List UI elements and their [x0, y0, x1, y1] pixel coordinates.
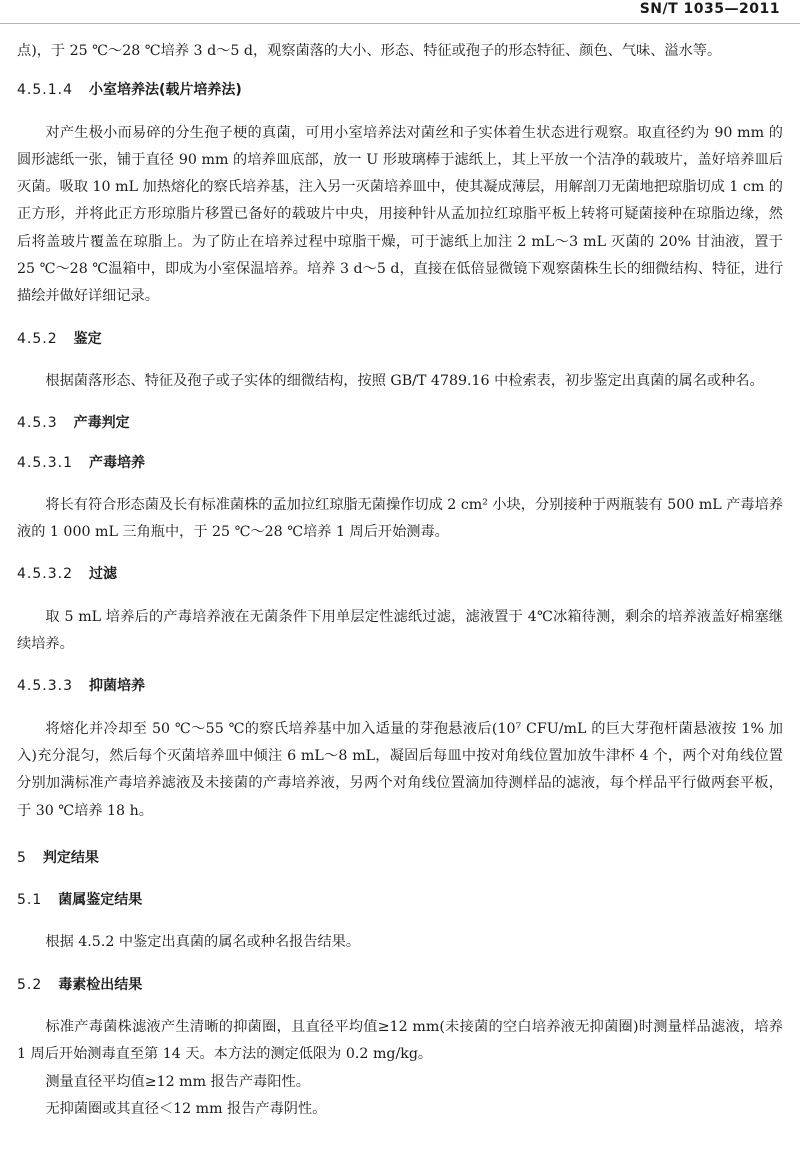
heading-title: 小室培养法(载片培养法) [88, 82, 242, 99]
heading-number: 5.2 [17, 976, 43, 993]
heading-number: 4.5.3.3 [17, 678, 73, 695]
heading-number: 5 [17, 849, 27, 866]
heading-5-1 [17, 887, 783, 914]
heading-5 [17, 845, 783, 872]
paragraph-5-1: 根据 4.5.2 中鉴定出真菌的属名或种名报告结果。 [45, 934, 361, 951]
heading-4-5-3 [17, 410, 783, 437]
paragraph-5-2-negative: 无抑菌圈或其直径＜12 mm 报告产毒阴性。 [45, 1100, 327, 1117]
heading-number: 4.5.3 [17, 415, 58, 432]
heading-number: 4.5.3.2 [17, 566, 73, 583]
paragraph-5-2-positive: 测量直径平均值≥12 mm 报告产毒阳性。 [45, 1073, 310, 1090]
heading-5-2 [17, 972, 783, 999]
heading-title: 产毒判定 [73, 415, 130, 432]
heading-number: 4.5.3.1 [17, 454, 73, 471]
heading-4-5-1-4 [17, 77, 783, 104]
heading-4-5-2 [17, 326, 783, 353]
carryover-paragraph: 点)，于 25 ℃～28 ℃培养 3 d～5 d，观察菌落的大小、形态、特征或孢子的形态特征、颜色、气味、溢水等。 [17, 43, 722, 59]
paragraph-5-2: 标准产毒菌株滤液产生清晰的抑菌圈，且直径平均值≥12 mm(未接菌的空白培养液无抑菌圈)时测量样品滤液，培养 1 周后开始测毒直至第 14 天。本方法的测定低限为 0.2 mg/kg。 [17, 1019, 783, 1063]
heading-title: 过滤 [88, 566, 117, 583]
heading-4-5-3-1 [17, 450, 783, 477]
paragraph-4-5-1-4: 对产生极小而易碎的分生孢子梗的真菌，可用小室培养法对菌丝和子实体着生状态进行观察。取直径约为 90 mm 的圆形滤纸一张，铺于直径 90 mm 的培养皿底部，放一 U 形玻璃棒于滤纸上，其上平放一个洁净的载玻片，盖好培养皿后灭菌。吸取 10 mL 加热熔化的察氏培养基，注入另一灭菌培养皿中，使其凝成薄层，用解剖刀无菌地把琼脂切成 1 cm 的正方形，并将此正方形琼脂片移置已备好的载玻片中央，用接种针从孟加拉红琼脂平板上转将可疑菌接种在琼脂边缘，然后将盖玻片覆盖在琼脂上。为了防止在培养过程中琼脂干燥，可于滤纸上加注 2 mL～3 mL 灭菌的 20% 甘油液，置于 25 ℃～28 ℃温箱中，即成为小室保温培养。培养 3 d～5 d，直接在低倍显微镜下观察菌株生长的细微结构、特征，进行描绘并做好详细记录。 [17, 124, 783, 305]
heading-4-5-3-2 [17, 561, 783, 588]
heading-number: 4.5.2 [17, 330, 58, 347]
paragraph-4-5-2: 根据菌落形态、特征及孢子或子实体的细微结构，按照 GB/T 4789.16 中检索表，初步鉴定出真菌的属名或种名。 [45, 372, 764, 389]
paragraph-4-5-3-1: 将长有符合形态菌及长有标准菌株的孟加拉红琼脂无菌操作切成 2 cm² 小块，分别接种于两瓶装有 500 mL 产毒培养液的 1 000 mL 三角瓶中，于 25 ℃～28 ℃培养 1 周后开始测毒。 [17, 496, 783, 541]
heading-title: 抑菌培养 [88, 678, 145, 695]
page-header [0, 0, 800, 26]
heading-title: 毒素检出结果 [58, 976, 143, 993]
paragraph-4-5-3-3: 将熔化并冷却至 50 ℃～55 ℃的察氏培养基中加入适量的芽孢悬液后(10⁷ CFU/mL 的巨大芽孢杆菌悬液按 1% 加入)充分混匀，然后每个灭菌培养皿中倾注 6 mL～8 mL，凝固后每皿中按对角线位置加放牛津杯 4 个，两个对角线位置分别加满标准产毒培养滤液及未接菌的产毒培养液，另两个对角线位置滴加待测样品的滤液，每个样品平行做两套平板，于 30 ℃培养 18 h。 [17, 720, 783, 819]
heading-number: 5.1 [17, 892, 43, 909]
paragraph-4-5-3-2: 取 5 mL 培养后的产毒培养液在无菌条件下用单层定性滤纸过滤，滤液置于 4℃冰箱待测，剩余的培养液盖好棉塞继续培养。 [17, 608, 783, 653]
standard-code: SN/T 1035—2011 [639, 1, 780, 17]
document-body [17, 38, 783, 1123]
heading-title: 菌属鉴定结果 [58, 892, 143, 909]
heading-4-5-3-3 [17, 673, 783, 700]
heading-title: 判定结果 [42, 849, 99, 866]
heading-number: 4.5.1.4 [17, 82, 73, 99]
heading-title: 产毒培养 [88, 454, 145, 471]
heading-title: 鉴定 [73, 330, 102, 347]
header-rule [0, 23, 800, 24]
